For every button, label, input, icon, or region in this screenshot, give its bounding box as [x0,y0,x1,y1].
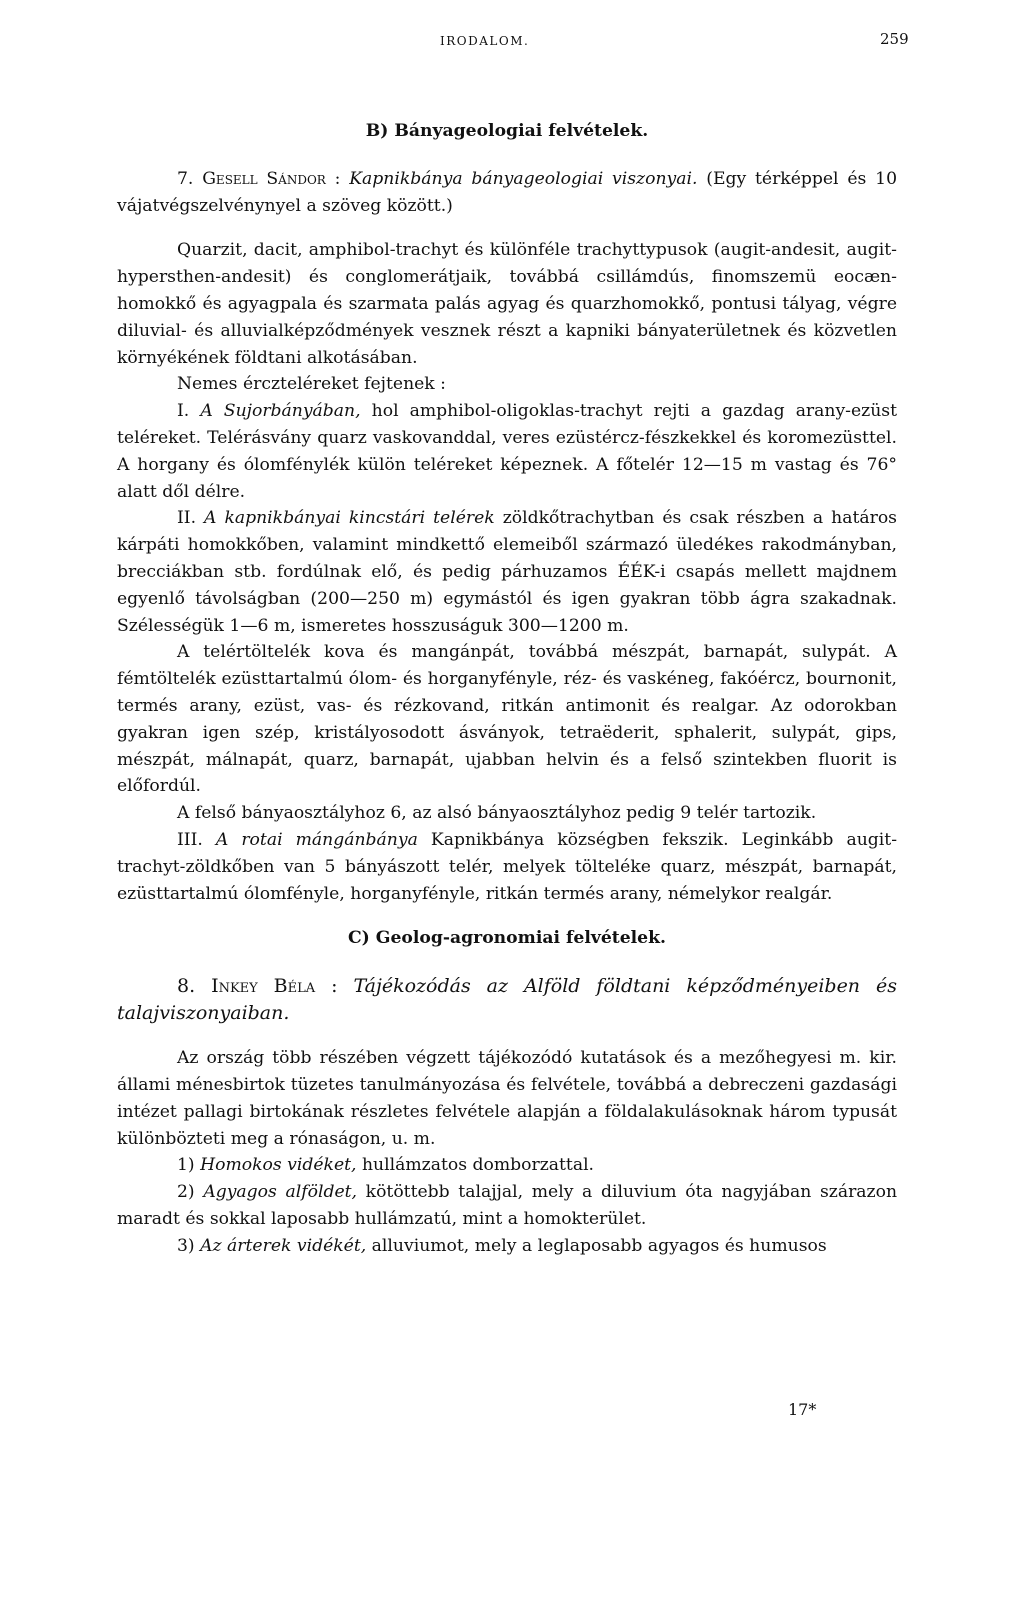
page-number: 259 [880,30,909,48]
item-text: hullámzatos domborzattal. [361,1155,595,1176]
paragraph: Quarzit, dacit, amphibol-trachyt és különféle trachyttypusok (augit-andesit, augit-hypersthen-andesit) és conglomerátjaik, továbbá csillámdús, finomszemü eocæn-homokkő és agyagpala és szarmata palás agyag és quarzhomokkő, pontusi tályag, végre diluvial- és alluvialképződmények vesznek részt a kapniki bányaterületnek és közvetlen környékének földtani alkotásában. [117,240,897,368]
paragraph: Nemes érczteléreket fejtenek : [177,374,446,395]
mine-item-1 [117,398,897,505]
printer-signature: 17* [788,1400,817,1419]
item-lead: III. [177,829,203,850]
entry-title: Kapnikbánya bányageologiai viszonyai. [349,168,698,189]
item-term: Agyagos alföldet, [203,1182,357,1203]
running-title: IRODALOM. [440,34,530,48]
item-text: alluviumot, mely a leglaposabb agyagos és humusos [371,1235,827,1256]
entry-7-heading [117,166,897,220]
entry-number: 8. [177,975,196,998]
page-body [117,118,897,1259]
entry-author: Gesell Sándor : [202,168,341,189]
paragraph: Az ország több részében végzett tájékozódó kutatások és a mezőhegyesi m. kir. állami ménesbirtok tüzetes tanulmányozása és felvétele, továbbá a debreczeni gazdasági intézet pallagi birtokának részletes felvétele alapján a földalakulásoknak három typusát különbözteti meg a rónaságon, u. m. [117,1048,897,1149]
item-lead: 2) [177,1182,195,1203]
item-lead: 1) [177,1155,195,1176]
landform-item-2 [117,1179,897,1233]
section-heading-b: B) Bányageologiai felvételek. [365,121,649,141]
mine-item-2 [117,505,897,639]
landform-item-1 [117,1152,897,1179]
item-term: Homokos vidéket, [200,1155,357,1176]
item-lead: II. [177,508,197,529]
item-lead: 3) [177,1235,195,1256]
entry-author: Inkey Béla : [211,975,338,998]
section-heading-c: C) Geolog-agronomiai felvételek. [347,928,667,949]
item-text: zöldkőtrachytban és csak részben a határos kárpáti homokkőben, valamint mindkettő elemeiből származó üledékes rakodmányban, brecciákban stb. fordúlnak elő, és pedig párhuzamos ÉÉK-i csapás mellett majdnem egyenlő távolságban (200—250 m) egymástól és igen gyakran több ágra szakadnak. Szélességük 1—6 m, ismeretes hosszuságuk 300—1200 m. [117,508,897,636]
item-text: Kapnikbánya községben fekszik. Leginkább augit-trachyt-zöldkőben van 5 bányászott telér, melyek tölteléke quarz, mészpát, barnapát, ezüsttartalmú ólomfényle, horganyfényle, ritkán termés arany, némelykor realgár. [117,829,898,904]
item-place: A Sujorbányában, [200,401,361,422]
item-term: Az árterek vidékét, [200,1235,367,1256]
landform-item-3 [117,1233,897,1260]
item-text: kötöttebb talajjal, mely a diluvium óta nagyjában szárazon maradt és sokkal laposabb hullámzatú, mint a homokterület. [117,1182,898,1229]
entry-title: Tájékozódás az Alföld földtani képződményeiben és talajviszonyaiban. [117,975,897,1025]
entry-note: (Egy térképpel és 10 vájatvégszelvénynyel a szöveg között.) [117,168,898,216]
item-place: A kapnikbányai kincstári telérek [204,508,495,529]
paragraph: A telértöltelék kova és mangánpát, továbbá mészpát, barnapát, sulypát. A fémtöltelék ezüsttartalmú ólom- és horganyfényle, réz- és vaskéneg, fakóércz, bournonit, termés arany, ezüst, vas- és rézkovand, ritkán antimonit és realgar. Az odorokban gyakran igen szép, kristályosodott ásványok, tetraëderit, sphalerit, sulypát, gips, mészpát, málnapát, quarz, barnapát, ujabban helvin és a felső szintekben fluorit is előfordúl. [117,642,897,797]
mine-item-3 [117,827,897,907]
item-text: hol amphibol-oligoklas-trachyt rejti a gazdag arany-ezüst teléreket. Telérásvány quarz vaskovanddal, veres ezüstércz-fészkekkel és koromezüsttel. A horgany és ólomfénylék külön teléreket képeznek. A főtelér 12—15 m vastag és 76° alatt dől délre. [117,401,898,502]
paragraph: A felső bányaosztályhoz 6, az alsó bányaosztályhoz pedig 9 telér tartozik. [177,803,817,824]
entry-number: 7. [177,168,194,189]
item-place: A rotai mángánbánya [215,829,418,850]
item-lead: I. [177,401,190,422]
entry-8-heading [117,973,897,1027]
